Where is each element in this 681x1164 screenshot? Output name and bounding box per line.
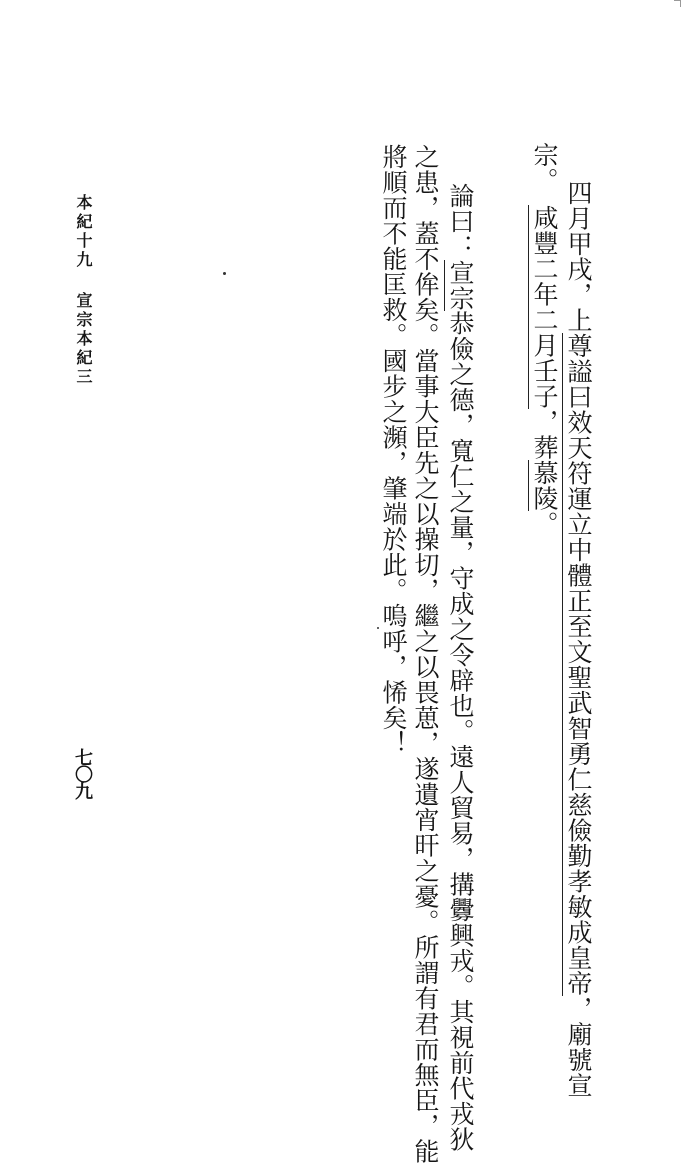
text-column-2 <box>532 142 557 537</box>
text-segment: 恭儉之德，寬仁之量，守成之令辟也。遠人貿易，搆釁興戎。其視前代戎狄 <box>446 310 475 1152</box>
margin-volume-title: 宣宗本紀三 <box>74 292 93 387</box>
text-segment: 。 <box>530 511 559 537</box>
text-column-4 <box>413 144 438 1164</box>
ink-speck <box>377 627 379 629</box>
page-number: 七〇九 <box>72 748 93 799</box>
text-column-5 <box>381 144 406 756</box>
text-segment: ，葬 <box>530 409 559 460</box>
ink-speck <box>223 272 226 275</box>
underlined-title: 尊謚曰效天符運立中體正至文聖武智勇仁慈儉勤孝敏成皇帝 <box>564 333 593 996</box>
margin-chapter-title: 本紀十九 <box>74 194 93 270</box>
text-segment: 論曰： <box>446 183 475 260</box>
underlined-emperor-name: 宣宗 <box>446 259 475 311</box>
underlined-era-date: 咸豐二年二月壬子 <box>530 205 559 409</box>
text-segment: 之患，蓋不侔矣。當事大臣先之以操切，繼之以畏葸，遂遺宵旰之憂。所謂有君而無臣，能 <box>411 144 440 1164</box>
text-column-1 <box>566 180 591 1098</box>
text-column-3 <box>448 183 473 1152</box>
text-segment: ，廟號宣 <box>564 996 593 1098</box>
text-segment: 宗。 <box>530 142 559 193</box>
underlined-mausoleum: 慕陵 <box>530 460 559 511</box>
text-segment: 四月甲戌，上 <box>564 180 593 333</box>
text-segment: 將順而不能匡救。國步之瀕，肇端於此。嗚呼，悕矣！ <box>379 144 408 756</box>
page-corner-mark <box>674 0 681 7</box>
